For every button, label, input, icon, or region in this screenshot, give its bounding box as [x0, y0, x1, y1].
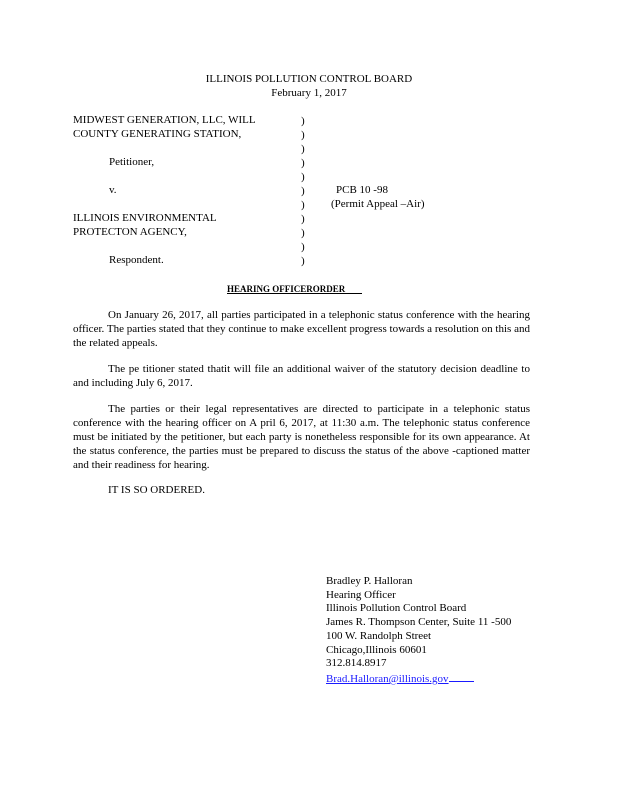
paren: ) — [301, 129, 305, 141]
agency-name: ILLINOIS POLLUTION CONTROL BOARD — [205, 73, 413, 85]
paragraph-2 — [73, 362, 530, 390]
order-title: HEARING OFFICERORDER — [227, 284, 346, 294]
paren: ) — [301, 143, 305, 155]
respondent-name-line2: PROTECTON AGENCY, — [73, 226, 187, 238]
paren: ) — [301, 227, 305, 239]
petitioner-name-line2: COUNTY GENERATING STATION, — [73, 128, 242, 140]
paragraph-1-text: On January 26, 2017, all parties participated in a telephonic status conference with the hearing officer. The parties stated that they continue to make excellent progress towards a resolution on this and the related appeals. — [73, 309, 530, 349]
paren: ) — [301, 241, 305, 253]
so-ordered: IT IS SO ORDERED. — [108, 484, 205, 496]
paren: ) — [301, 171, 305, 183]
respondent-role: Respondent. — [109, 254, 164, 266]
petitioner-role: Petitioner, — [109, 156, 155, 168]
signature-block — [326, 575, 511, 687]
signer-phone: 312.814.8917 — [326, 657, 387, 670]
case-type: (Permit Appeal –Air) — [331, 198, 425, 210]
signer-street: 100 W. Randolph Street — [326, 629, 432, 642]
versus: v. — [109, 184, 117, 196]
signer-title: Hearing Officer — [326, 588, 396, 601]
paragraph-2-text: The pe titioner stated thatit will file an additional waiver of the statutory decision deadline to and including July 6, 2017. — [73, 363, 530, 389]
order-title-rule — [227, 283, 362, 294]
signer-org: Illinois Pollution Control Board — [326, 602, 467, 615]
paren: ) — [301, 115, 305, 127]
signer-city: Chicago,Illinois 60601 — [326, 643, 427, 656]
email-underline — [449, 671, 474, 682]
paragraph-1 — [73, 308, 530, 350]
signer-email-link[interactable]: Brad.Halloran@illinois.gov — [326, 672, 449, 685]
paragraph-3-text: The parties or their legal representatives are directed to participate in a telephonic status conference with the hearing officer on A pril 6, 2017, at 11:30 a.m. The telephonic status conference must be initiated by the petitioner, but each party is nonetheless responsible for its own appearance. At the status conference, the parties must be prepared to discuss the status of the above -captioned matter and their readiness for hearing. — [73, 403, 530, 471]
case-number: PCB 10 -98 — [336, 184, 388, 196]
respondent-name-line1: ILLINOIS ENVIRONMENTAL — [73, 212, 217, 224]
signer-building: James R. Thompson Center, Suite 11 -500 — [326, 616, 512, 629]
paren: ) — [301, 213, 305, 225]
paren: ) — [301, 255, 305, 267]
petitioner-name-line1: MIDWEST GENERATION, LLC, WILL — [73, 114, 256, 126]
signer-name: Bradley P. Halloran — [326, 575, 413, 587]
order-date: February 1, 2017 — [271, 87, 347, 99]
paren: ) — [301, 199, 305, 211]
caption-parentheses — [301, 114, 305, 268]
paren: ) — [301, 185, 305, 197]
paragraph-3 — [73, 402, 530, 472]
paren: ) — [301, 157, 305, 169]
